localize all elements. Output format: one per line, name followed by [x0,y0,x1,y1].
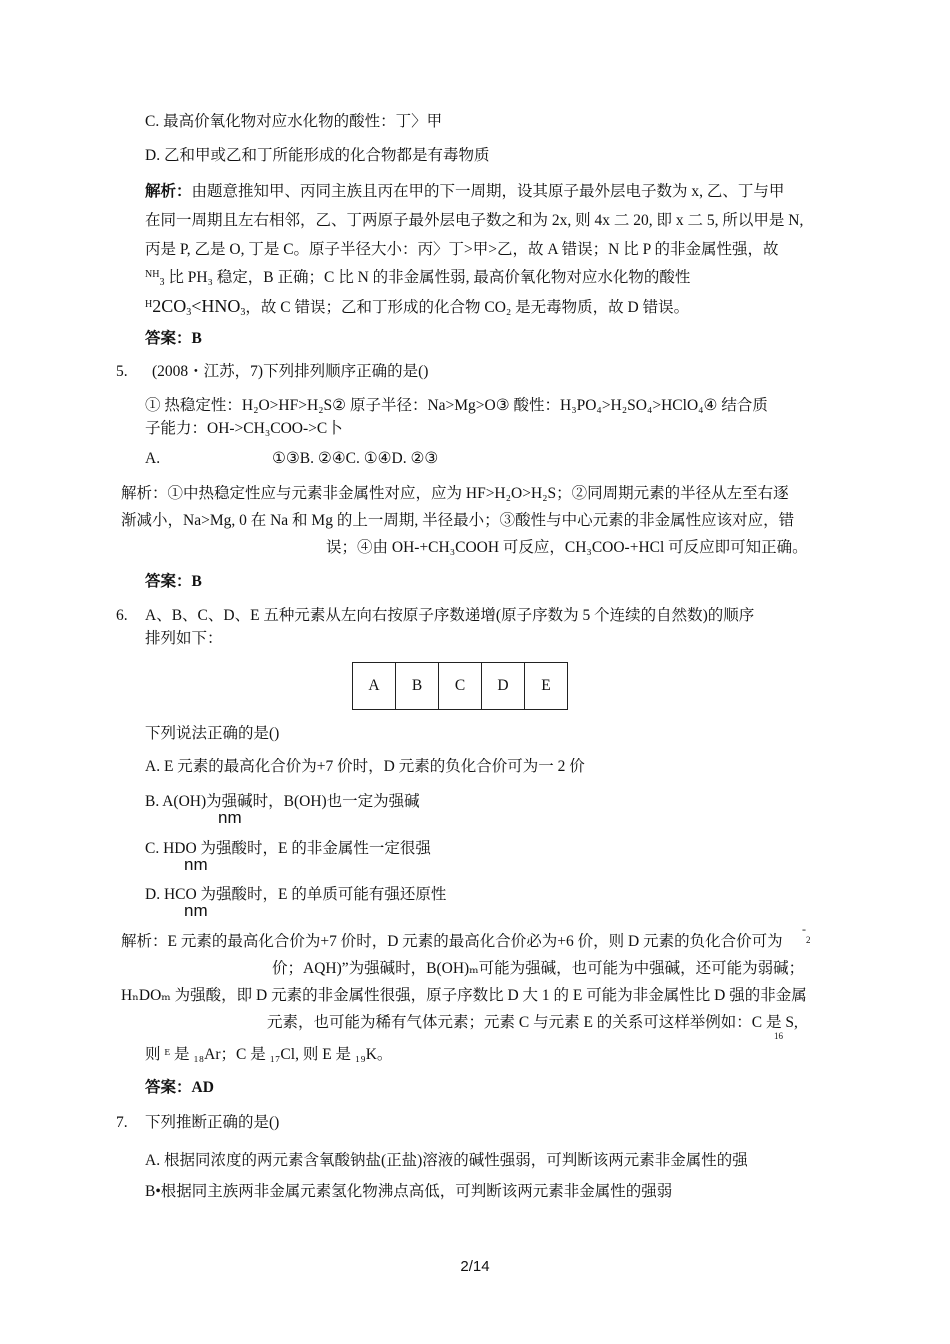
page-number: 2/14 [460,1258,490,1275]
nm-label: nm [218,808,242,827]
q5-items-line2: 子能力：OH->CH₃COO->C卜 [145,420,343,437]
q5-solution-line1: 解析：①中热稳定性应与元素非金属性对应，应为 HF>H₂O>H₂S；②同周期元素的半径从左至右逐 [121,485,789,502]
q6-solution-line5: 则 ᴱ 是 ₁₈Ar；C 是 ₁₇Cl, 则 E 是 ₁₉K。 [145,1046,393,1063]
q7-option-a: A. 根据同浓度的两元素含氧酸钠盐(正盐)溶液的碱性强弱，可判断该两元素非金属性的强 [145,1152,748,1169]
q5-options: ①③B. ②④C. ①④D. ②③ [272,450,439,467]
superscript-minus: - [802,922,806,936]
q5-items-line1: ① 热稳定性：H₂O>HF>H₂S② 原子半径：Na>Mg>O③ 酸性：H₃PO₄>H₂SO₄>HClO₄④ 结合质 [145,397,768,414]
nm-label: nm [184,855,208,874]
q6-option-c: C. HDO 为强酸时，E 的非金属性一定很强 [145,840,431,857]
q5-solution-line2: 渐减小，Na>Mg, 0 在 Na 和 Mg 的上一周期, 半径最小；③酸性与中心元素的非金属性应该对应，错 [121,512,795,529]
q6-option-b: B. A(OH)为强碱时，B(OH)也一定为强碱 [145,793,420,810]
q6-solution-line4: 元素，也可能为稀有气体元素；元素 C 与元素 E 的关系可这样举例如：C 是 S, [267,1014,798,1031]
q5-number: 5. [116,363,128,380]
q6-option-a: A. E 元素的最高化合价为+7 价时，D 元素的负化合价可为一 2 价 [145,758,585,775]
table-cell: B [396,663,439,710]
q4-option-c: C. 最高价氧化物对应水化物的酸性：丁〉甲 [145,113,443,130]
superscript-two: 2 [806,935,811,945]
q6-number: 6. [116,607,128,624]
table-row [353,663,568,710]
q4-solution-line1: 解析：由题意推知甲、丙同主族且丙在甲的下一周期，设其原子最外层电子数为 x, 乙、丁与甲 [145,183,785,200]
q5-stem: (2008・江苏，7)下列排列顺序正确的是() [152,363,429,380]
q4-answer: 答案：B [145,330,202,347]
q4-solution-line4: $^{NH}_3$ 比 PH₃ 稳定，B 正确；C 比 N 的非金属性弱, 最高价氧化物对应水化物的酸性 [145,269,691,288]
q5-answer: 答案：B [145,573,202,590]
q6-solution-line2: 价；AQH)”为强碱时，B(OH)ₘ可能为强碱，也可能为中强碱，还可能为弱碱； [272,960,805,977]
q7-option-b: B•根据同主族两非金属元素氢化物沸点高低，可判断该两元素非金属性的强弱 [145,1183,673,1200]
q4-solution-line2: 在同一周期且左右相邻，乙、丁两原子最外层电子数之和为 2x, 则 4x 二 20, 即 x 二 5, 所以甲是 N, [145,212,804,229]
q6-option-d: D. HCO 为强酸时，E 的单质可能有强还原性 [145,886,447,903]
table-cell: C [439,663,482,710]
q5-solution-line3: 误；④由 OH-+CH₃COOH 可反应，CH₃COO-+HCl 可反应即可知正确。 [326,539,808,556]
q4-solution-line5: $^H2CO_3<HNO_3$，故 C 错误；乙和丁形成的化合物 CO₂ 是无毒物质，故 D 错误。 [145,296,690,318]
q4-option-d: D. 乙和甲或乙和丁所能形成的化合物都是有毒物质 [145,147,490,164]
nm-label: nm [184,901,208,920]
table-cell: D [482,663,525,710]
q5-option-a-label: A. [145,450,161,467]
q7-number: 7. [116,1114,128,1131]
q6-solution-line1: 解析：E 元素的最高化合价为+7 价时，D 元素的最高化合价必为+6 价，则 D 元素的负化合价可为 [121,933,783,950]
q6-stem-line2: 排列如下： [145,630,223,647]
q7-stem: 下列推断正确的是() [145,1114,280,1131]
q6-answer: 答案：AD [145,1079,214,1096]
table-cell: A [353,663,396,710]
q6-stem-line1: A、B、C、D、E 五种元素从左向右按原子序数递增(原子序数为 5 个连续的自然数)的顺序 [145,607,755,624]
q6-ask: 下列说法正确的是() [145,725,280,742]
q4-solution-line3: 丙是 P, 乙是 O, 丁是 C。原子半径大小：丙〉丁>甲>乙，故 A 错误；N 比 P 的非金属性强，故 [145,241,779,258]
table-cell: E [525,663,568,710]
element-order-table [352,662,568,710]
atomic-number-16: 16 [774,1031,783,1041]
q6-solution-line3: HₙDOₘ 为强酸，即 D 元素的非金属性很强，原子序数比 D 大 1 的 E 可能为非金属性比 D 强的非金属 [121,987,807,1004]
solution-label: 解析： [145,183,192,200]
